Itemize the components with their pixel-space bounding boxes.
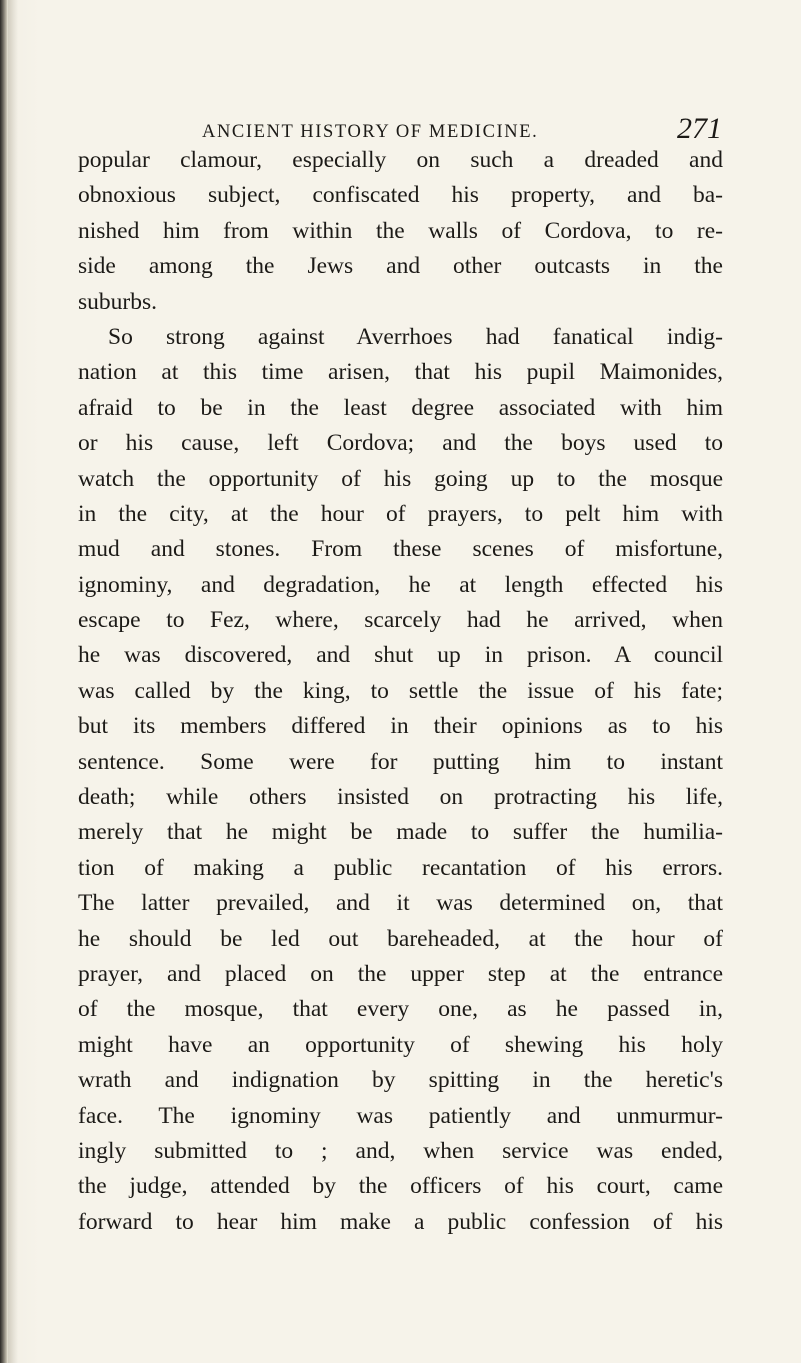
page-number: 271: [677, 112, 722, 145]
text-line: death; while others insisted on protracting his life,: [78, 784, 723, 811]
text-line: might have an opportunity of shewing his holy: [78, 1031, 723, 1058]
text-line: obnoxious subject, confiscated his property, and ba-: [78, 182, 723, 209]
running-head-title: ANCIENT HISTORY OF MEDICINE.: [202, 122, 539, 142]
text-line: The latter prevailed, and it was determined on, that: [78, 890, 723, 917]
text-line: prayer, and placed on the upper step at the entrance: [78, 960, 723, 987]
text-line: of the mosque, that every one, as he passed in,: [78, 996, 723, 1023]
page-binding-edge: [0, 0, 8, 1363]
text-line: but its members differed in their opinions as to his: [78, 713, 723, 740]
text-line: wrath and indignation by spitting in the heretic's: [78, 1067, 723, 1094]
text-line: the judge, attended by the officers of his court, came: [78, 1173, 723, 1200]
body-text: [78, 143, 723, 1240]
text-line: side among the Jews and other outcasts in the: [78, 253, 723, 280]
page-gutter-shadow: [8, 0, 18, 1363]
text-line: sentence. Some were for putting him to instant: [78, 748, 723, 775]
text-line: ignominy, and degradation, he at length effected his: [78, 571, 723, 598]
text-line: or his cause, left Cordova; and the boys used to: [78, 430, 723, 457]
text-line: face. The ignominy was patiently and unmurmur-: [78, 1102, 723, 1129]
text-line: he was discovered, and shut up in prison. A council: [78, 642, 723, 669]
text-line: ingly submitted to ; and, when service was ended,: [78, 1137, 723, 1164]
text-line: suburbs.: [78, 288, 157, 315]
text-line: in the city, at the hour of prayers, to pelt him with: [78, 500, 723, 527]
text-line: escape to Fez, where, scarcely had he arrived, when: [78, 607, 723, 634]
text-line: he should be led out bareheaded, at the hour of: [78, 925, 723, 952]
text-line: afraid to be in the least degree associated with him: [78, 394, 723, 421]
text-line: watch the opportunity of his going up to the mosque: [78, 465, 723, 492]
text-line: So strong against Averrhoes had fanatical indig-: [108, 323, 723, 350]
text-line: nation at this time arisen, that his pupil Maimonides,: [78, 359, 723, 386]
text-line: merely that he might be made to suffer the humilia-: [78, 819, 723, 846]
text-line: nished him from within the walls of Cordova, to re-: [78, 217, 723, 244]
text-line: forward to hear him make a public confession of his: [78, 1208, 723, 1235]
text-line: was called by the king, to settle the issue of his fate;: [78, 677, 723, 704]
text-line: mud and stones. From these scenes of misfortune,: [78, 536, 723, 563]
text-line: tion of making a public recantation of his errors.: [78, 854, 723, 881]
text-line: popular clamour, especially on such a dreaded and: [78, 147, 723, 173]
